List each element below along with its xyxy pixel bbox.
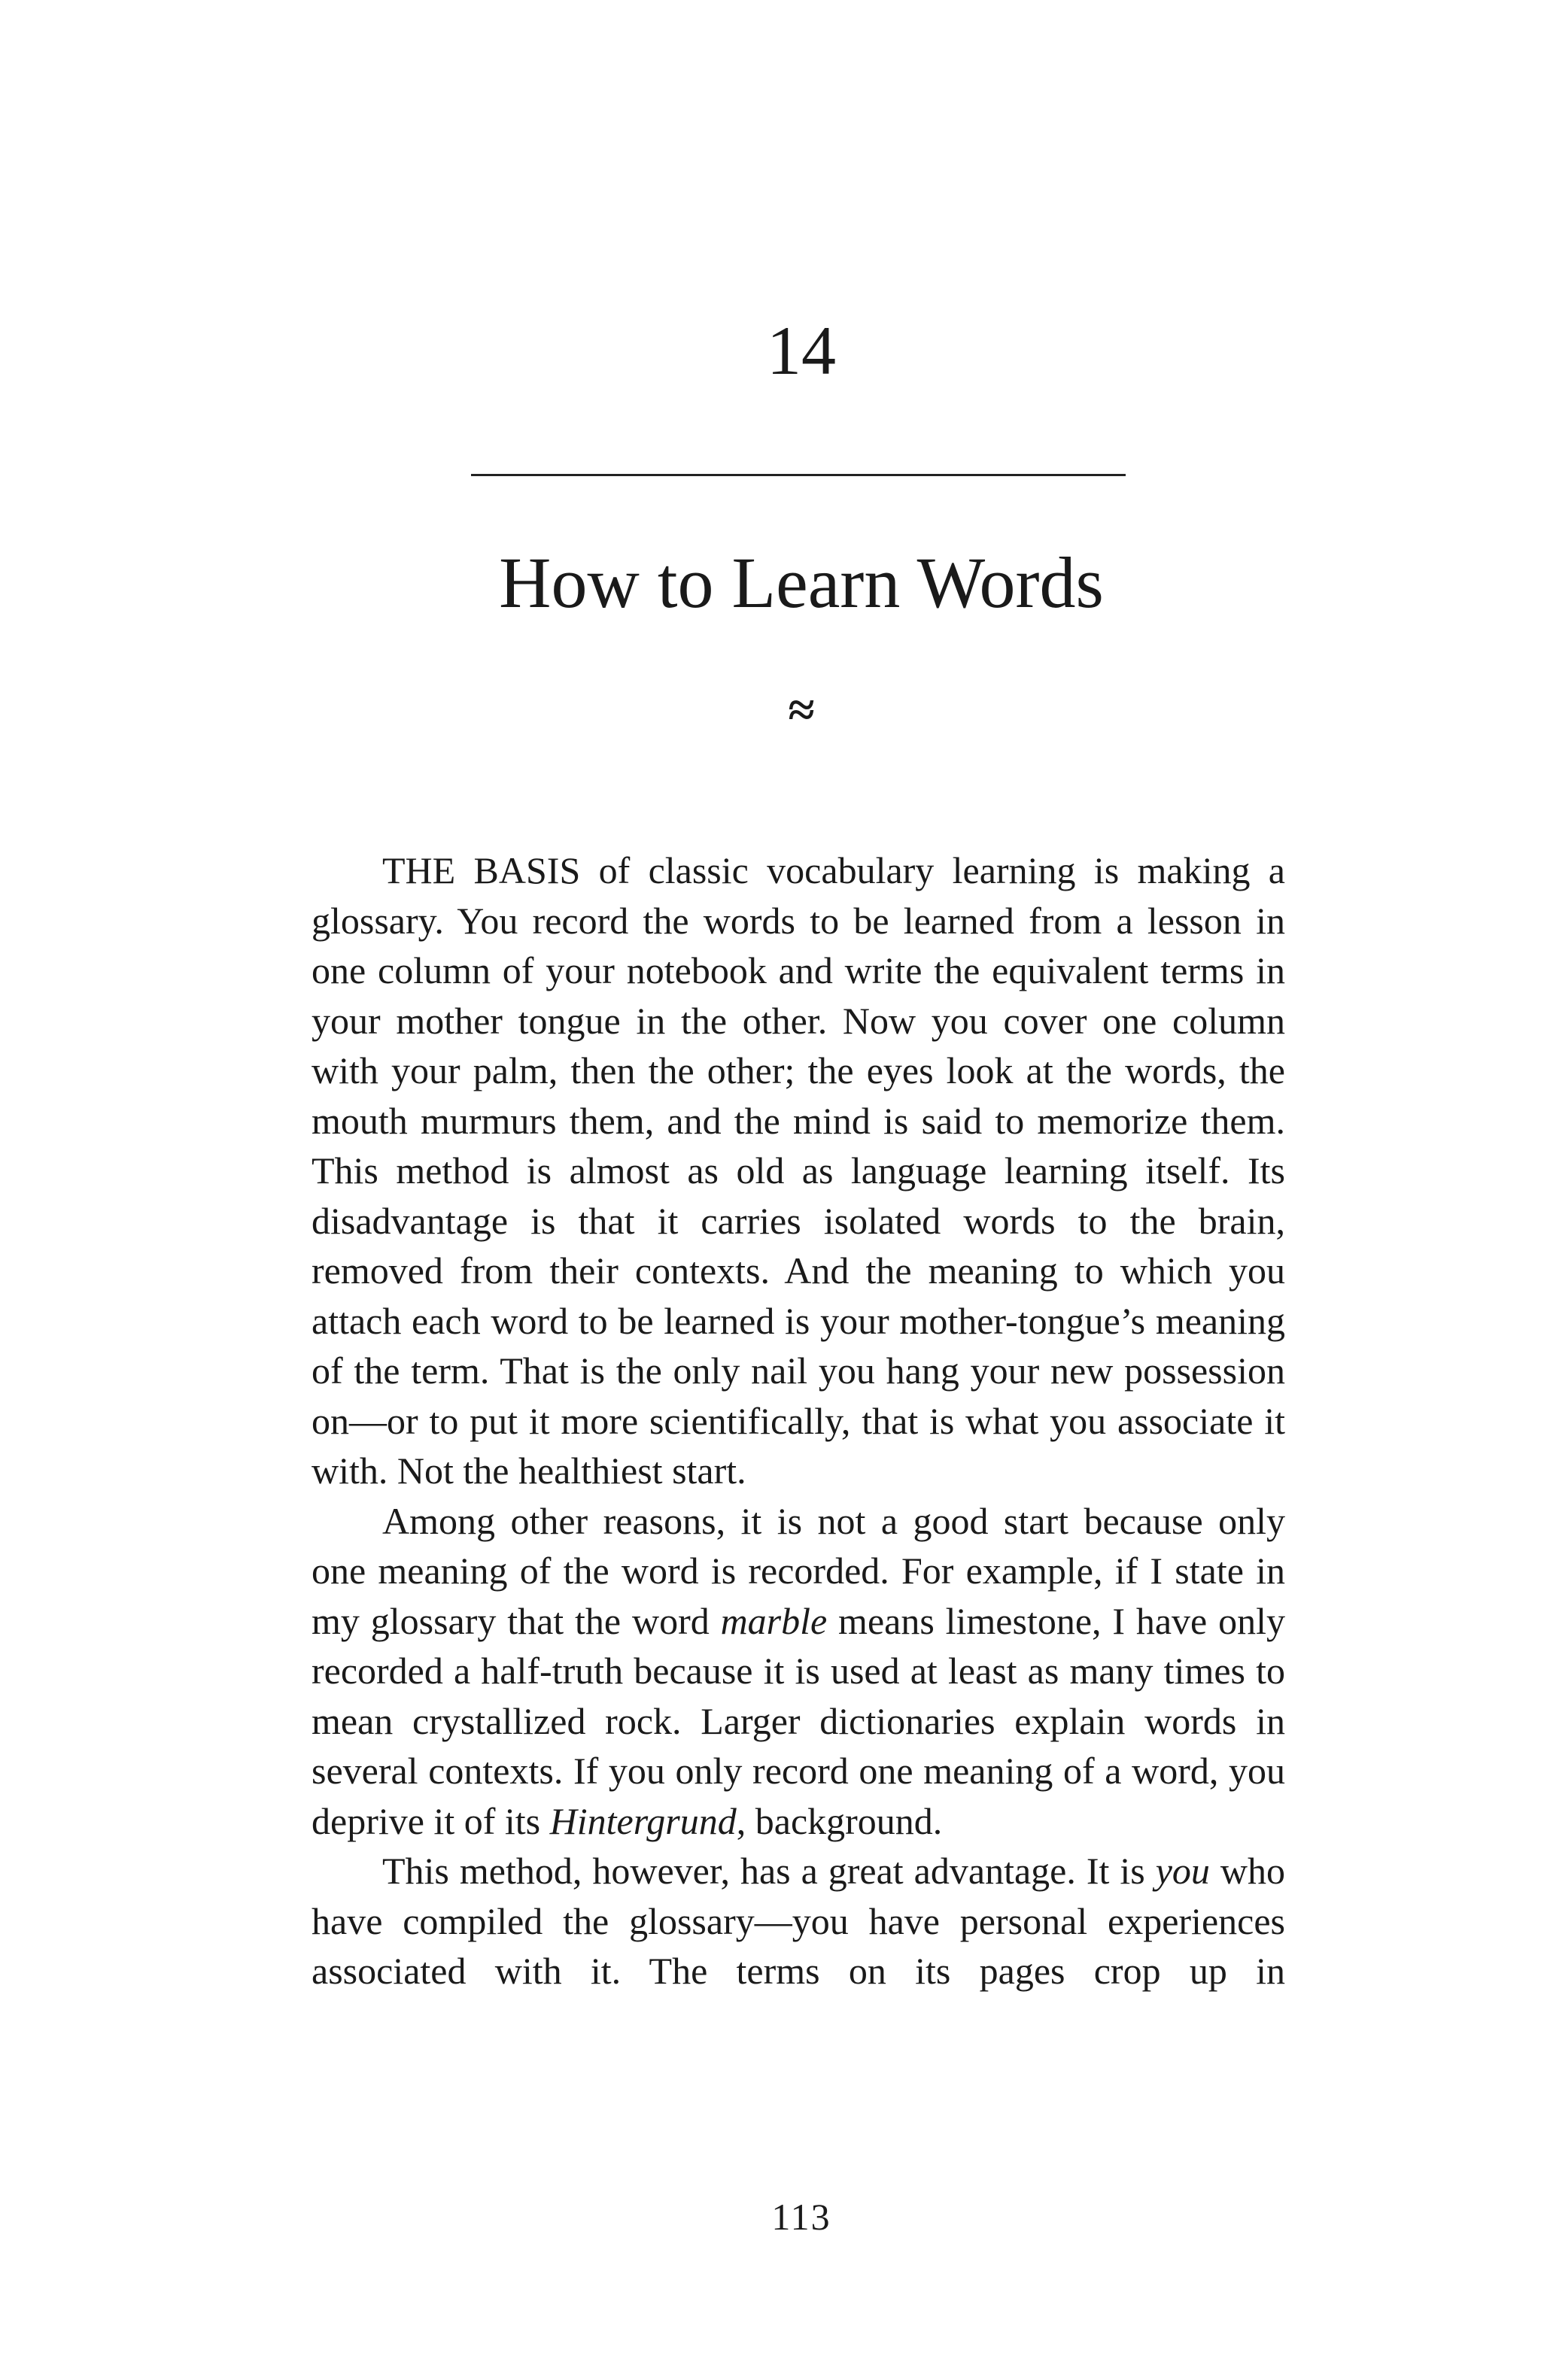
- paragraph: [312, 845, 1285, 1496]
- text-segment: THE BASIS of classic vocabulary learning is making a glossary. You record the words to be learned from a lesson in one column of your notebook and write the equivalent terms in your mother tongue in the other. Now you cover one column with your palm, then the other; the eyes look at the words, the mouth murmurs them, and the mind is said to memorize them. This method is almost as old as language learning itself. Its disadvantage is that it carries isolated words to the brain, removed from their contexts. And the meaning to which you attach each word to be learned is your mother-tongue’s meaning of the term. That is the only nail you hang your new possession on—or to put it more scientifically, that is what you associate it with. Not the healthiest start.: [312, 849, 1285, 1492]
- text-segment: who have compiled the glossary—you have personal experiences associated with it. The terms on its pages crop up in: [312, 1850, 1285, 1992]
- text-segment: This method, however, has a great advantage. It is: [382, 1850, 1156, 1892]
- italic-term: marble: [720, 1599, 828, 1642]
- paragraph: [312, 1496, 1285, 1847]
- text-segment: , background.: [736, 1799, 943, 1842]
- chapter-number: 14: [767, 312, 836, 389]
- chapter-title: How to Learn Words: [499, 542, 1104, 623]
- text-segment: means limestone, I have only recorded a half-truth because it is used at least as many times to mean crystallized rock. Larger dictionaries explain words in several contexts. If you only record one meaning of a word, you deprive it of its: [312, 1599, 1285, 1842]
- paragraph: [312, 1846, 1285, 1996]
- ornament: ≈: [788, 683, 815, 736]
- italic-term: you: [1155, 1850, 1210, 1892]
- chapter-rule: [471, 474, 1126, 476]
- body-text: [312, 845, 1285, 1996]
- page-number: 113: [771, 2196, 831, 2238]
- text-segment: Among other reasons, it is not a good start because only one meaning of the word is recorded. For example, if I state in my glossary that the word: [312, 1499, 1285, 1642]
- italic-term: Hintergrund: [549, 1799, 737, 1842]
